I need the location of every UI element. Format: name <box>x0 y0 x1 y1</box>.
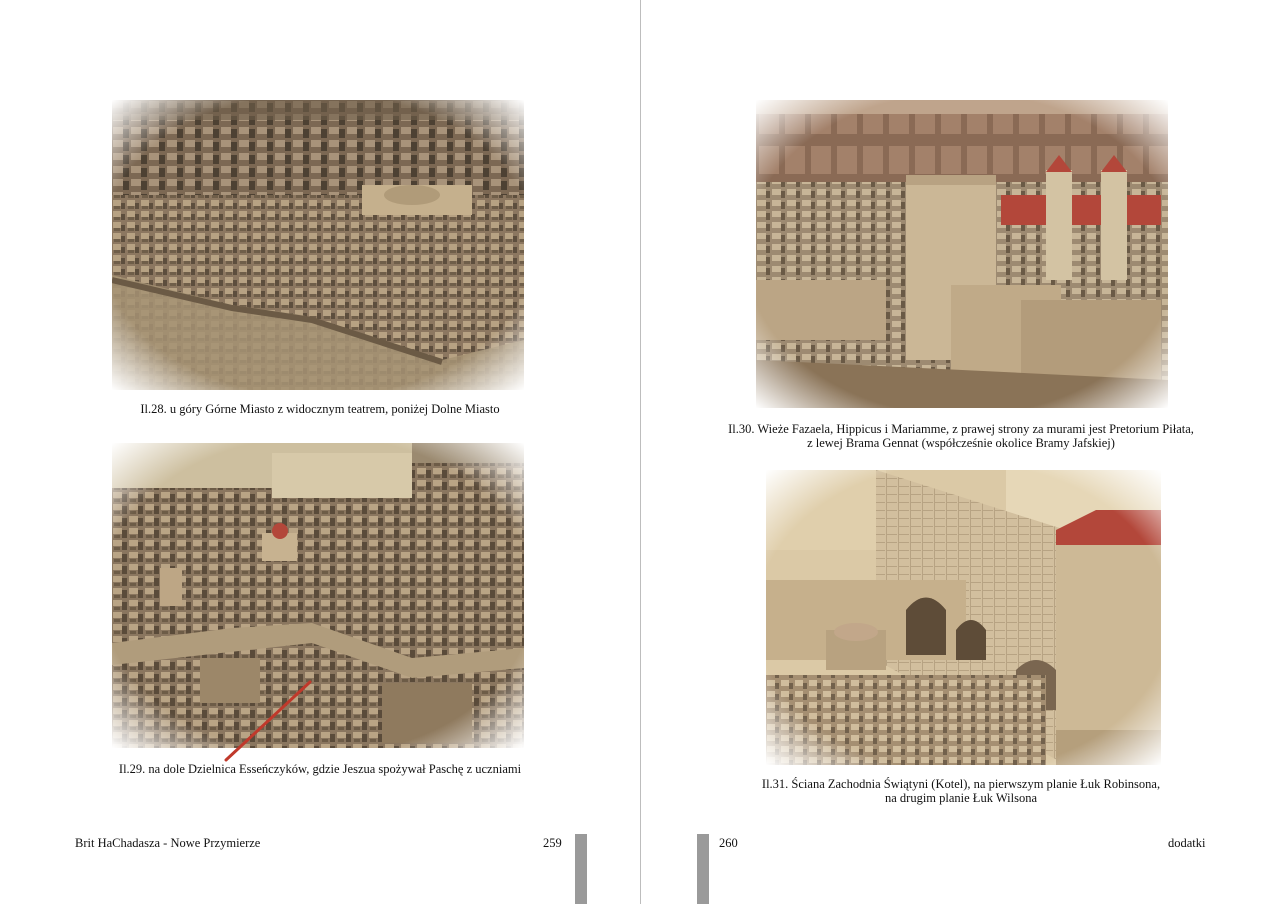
caption-il29: Il.29. na dole Dzielnica Esseńczyków, gdzie Jeszua spożywał Paschę z uczniami <box>118 762 522 776</box>
caption-il28: Il.28. u góry Górne Miasto z widocznym teatrem, poniżej Dolne Miasto <box>140 402 500 416</box>
page-edge-bar-left <box>575 834 587 904</box>
photo-herod-towers-model <box>756 100 1168 408</box>
photo-essene-quarter-model <box>112 443 524 748</box>
photo-western-wall-model <box>766 470 1161 765</box>
footer-book-title: Brit HaChadasza - Nowe Przymierze <box>75 836 261 850</box>
caption-il31-line2: na drugim planie Łuk Wilsona <box>884 791 1037 805</box>
footer-section-title: dodatki <box>1168 836 1206 850</box>
pointer-arrow <box>218 676 318 766</box>
page-number-right: 260 <box>719 836 738 850</box>
caption-il30-line2: z lewej Brama Gennat (współcześnie okolice Bramy Jafskiej) <box>807 436 1115 450</box>
page-edge-bar-right <box>697 834 709 904</box>
page-number-left: 259 <box>543 836 562 850</box>
caption-il30-line1: Il.30. Wieże Fazaela, Hippicus i Mariamme, z prawej strony za murami jest Pretorium Piłata, <box>728 422 1194 436</box>
right-page <box>641 0 1280 904</box>
photo-upper-city-model <box>112 100 524 390</box>
caption-il31-line1: Il.31. Ściana Zachodnia Świątyni (Kotel), na pierwszym planie Łuk Robinsona, <box>761 777 1161 791</box>
